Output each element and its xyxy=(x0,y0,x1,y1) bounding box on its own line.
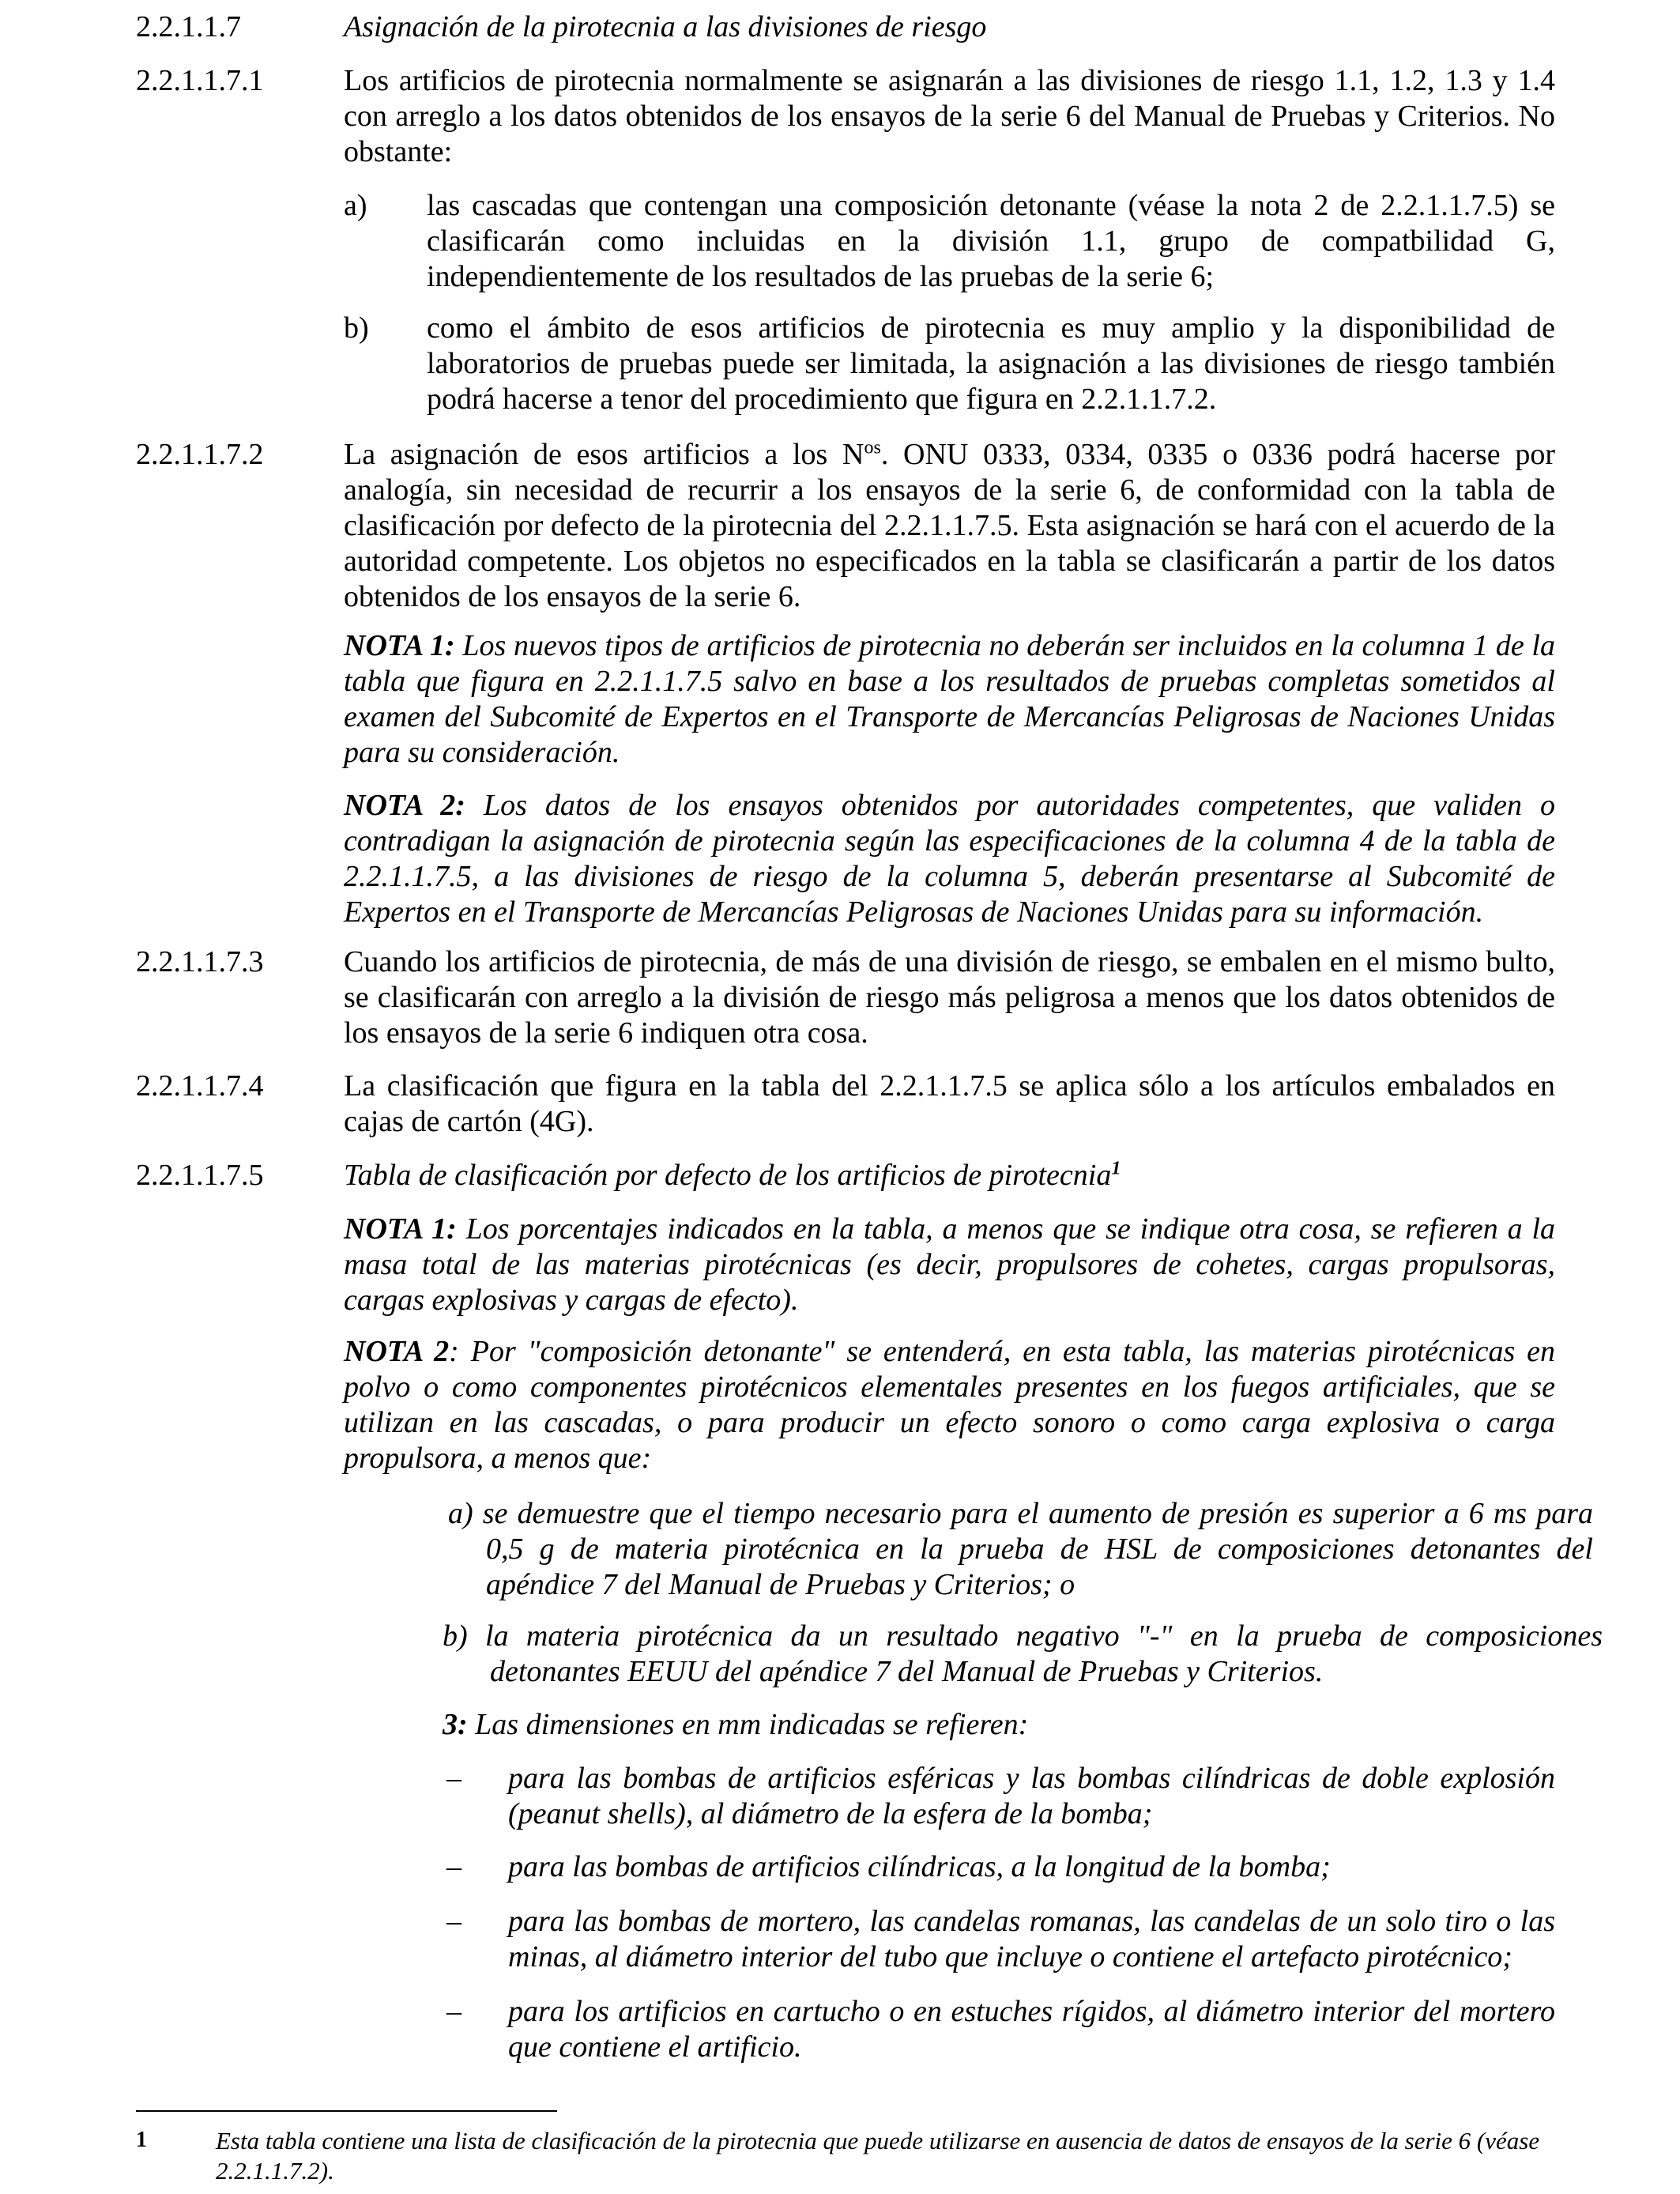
footnote-ref: 1 xyxy=(1111,1158,1121,1179)
footnote-separator xyxy=(136,2110,557,2112)
dimension-item: para las bombas de artificios esféricas y las bombas cilíndricas de doble explosión (peanut shells), al diámetro de la esfera de la bomba; xyxy=(508,1762,1555,1830)
list-text: las cascadas que contengan una composición detonante (véase la nota 2 de 2.2.1.1.7.5) se clasificarán como incluidas en la división 1.1, grupo de compatbilidad G, independientemente de los resultados de las pruebas de la serie 6; xyxy=(427,189,1555,293)
section-number: 2.2.1.1.7.3 xyxy=(136,945,264,978)
note-text: Los datos de los ensayos obtenidos por autoridades competentes, que validen o contradigan la asignación de pirotecnia según las especificaciones de la columna 4 de la tabla de 2.2.1.1.7.5, a las divisiones de riesgo de la columna 5, deberán presentarse al Subcomité de Expertos en el Transporte de Mercancías Peligrosas de Naciones Unidas para su información. xyxy=(344,789,1555,929)
footnote-number: 1 xyxy=(136,2128,147,2152)
condition-b: b) la materia pirotécnica da un resultado negativo "-" en la prueba de composiciones detonantes EEUU del apéndice 7 del Manual de Pruebas y Criterios. xyxy=(443,1619,1603,1688)
footnote-text: Esta tabla contiene una lista de clasificación de la pirotecnia que puede utilizarse en ausencia de datos de ensayos de la serie 6 (véase 2.2.1.1.7.2). xyxy=(216,2127,1540,2185)
list-text: como el ámbito de esos artificios de pirotecnia es muy amplio y la disponibilidad de laboratorios de pruebas puede ser limitada, la asignación a las divisiones de riesgo también podrá hacerse a tenor del procedimiento que figura en 2.2.1.1.7.2. xyxy=(427,311,1555,416)
text-part: La asignación de esos artificios a los N xyxy=(344,438,864,471)
note-text: Los nuevos tipos de artificios de pirotecnia no deberán ser incluidos en la columna 1 de la tabla que figura en 2.2.1.1.7.5 salvo en base a los resultados de pruebas completas sometidos al examen del Subcomité de Expertos en el Transporte de Mercancías Peligrosas de Naciones Unidas para su consideración. xyxy=(344,629,1555,769)
superscript: os xyxy=(864,437,881,458)
note-1 xyxy=(344,628,1555,771)
dimension-item: para las bombas de artificios cilíndricas, a la longitud de la bomba; xyxy=(508,1850,1331,1883)
section-text: La clasificación que figura en la tabla del 2.2.1.1.7.5 se aplica sólo a los artículos embalados en cajas de cartón (4G). xyxy=(344,1069,1555,1138)
section-number: 2.2.1.1.7.5 xyxy=(136,1159,264,1192)
note-label: NOTA 2 xyxy=(344,1335,450,1368)
dimension-item: para los artificios en cartucho o en estuches rígidos, al diámetro interior del mortero que contiene el artificio. xyxy=(508,1995,1555,2064)
text-part: . ONU 0333, 0334, 0335 o 0336 podrá hacerse por analogía, sin necesidad de recurrir a los ensayos de la serie 6, de conformidad con la tabla de clasificación por defecto de la pirotecnia del 2.2.1.1.7.5. Esta asignación se hará con el acuerdo de la autoridad competente. Los objetos no especificados en la tabla se clasificarán a partir de los datos obtenidos de los ensayos de la serie 6. xyxy=(344,438,1555,613)
section-text: Los artificios de pirotecnia normalmente se asignarán a las divisiones de riesgo 1.1, 1.2, 1.3 y 1.4 con arreglo a los datos obtenidos de los ensayos de la serie 6 del Manual de Pruebas y Criterios. No obstante: xyxy=(344,64,1555,168)
note-text: Los porcentajes indicados en la tabla, a menos que se indique otra cosa, se refieren a la masa total de las materias pirotécnicas (es decir, propulsores de cohetes, cargas propulsoras, cargas explosivas y cargas de efecto). xyxy=(344,1212,1556,1317)
section-number: 2.2.1.1.7.4 xyxy=(136,1069,264,1103)
condition-a: a) se demuestre que el tiempo necesario para el aumento de presión es superior a 6 ms para 0,5 g de materia pirotécnica en la prueba de HSL de composiciones detonantes del apéndice 7 del Manual de Pruebas y Criterios; o xyxy=(448,1497,1593,1601)
note-label: NOTA 1: xyxy=(344,629,455,662)
dash-marker: – xyxy=(446,1905,461,1938)
table-note-1 xyxy=(344,1212,1555,1318)
section-text xyxy=(344,437,1555,615)
note-text: Las dimensiones en mm indicadas se refieren: xyxy=(467,1708,1029,1741)
list-label: b) xyxy=(344,311,369,345)
dash-marker: – xyxy=(446,1850,461,1883)
table-note-3 xyxy=(443,1707,1555,1743)
list-label: a) xyxy=(344,189,367,222)
section-number: 2.2.1.1.7.2 xyxy=(136,438,264,471)
section-title: Asignación de la pirotecnia a las divisiones de riesgo xyxy=(344,10,987,43)
note-label: NOTA 1: xyxy=(344,1212,457,1246)
section-title xyxy=(344,1158,1555,1193)
note-label: 3: xyxy=(443,1708,468,1741)
note-2 xyxy=(344,788,1555,930)
table-note-2 xyxy=(344,1334,1555,1476)
dash-marker: – xyxy=(446,1995,461,2028)
section-number: 2.2.1.1.7 xyxy=(136,10,241,43)
dimension-item: para las bombas de mortero, las candelas romanas, las candelas de un solo tiro o las minas, al diámetro interior del tubo que incluye o contiene el artefacto pirotécnico; xyxy=(508,1905,1555,1973)
section-text: Cuando los artificios de pirotecnia, de más de una división de riesgo, se embalen en el mismo bulto, se clasificarán con arreglo a la división de riesgo más peligrosa a menos que los datos obtenidos de los ensayos de la serie 6 indiquen otra cosa. xyxy=(344,945,1555,1050)
dash-marker: – xyxy=(446,1762,461,1795)
section-number: 2.2.1.1.7.1 xyxy=(136,64,264,97)
note-label: NOTA 2: xyxy=(344,789,465,822)
title-text: Tabla de clasificación por defecto de los artificios de pirotecnia xyxy=(344,1159,1112,1192)
note-text: : Por "composición detonante" se entenderá, en esta tabla, las materias pirotécnicas en polvo o como componentes pirotécnicos elementales presentes en los fuegos artificiales, que se utilizan en las cascadas, o para producir un efecto sonoro o como carga explosiva o carga propulsora, a menos que: xyxy=(344,1335,1556,1475)
